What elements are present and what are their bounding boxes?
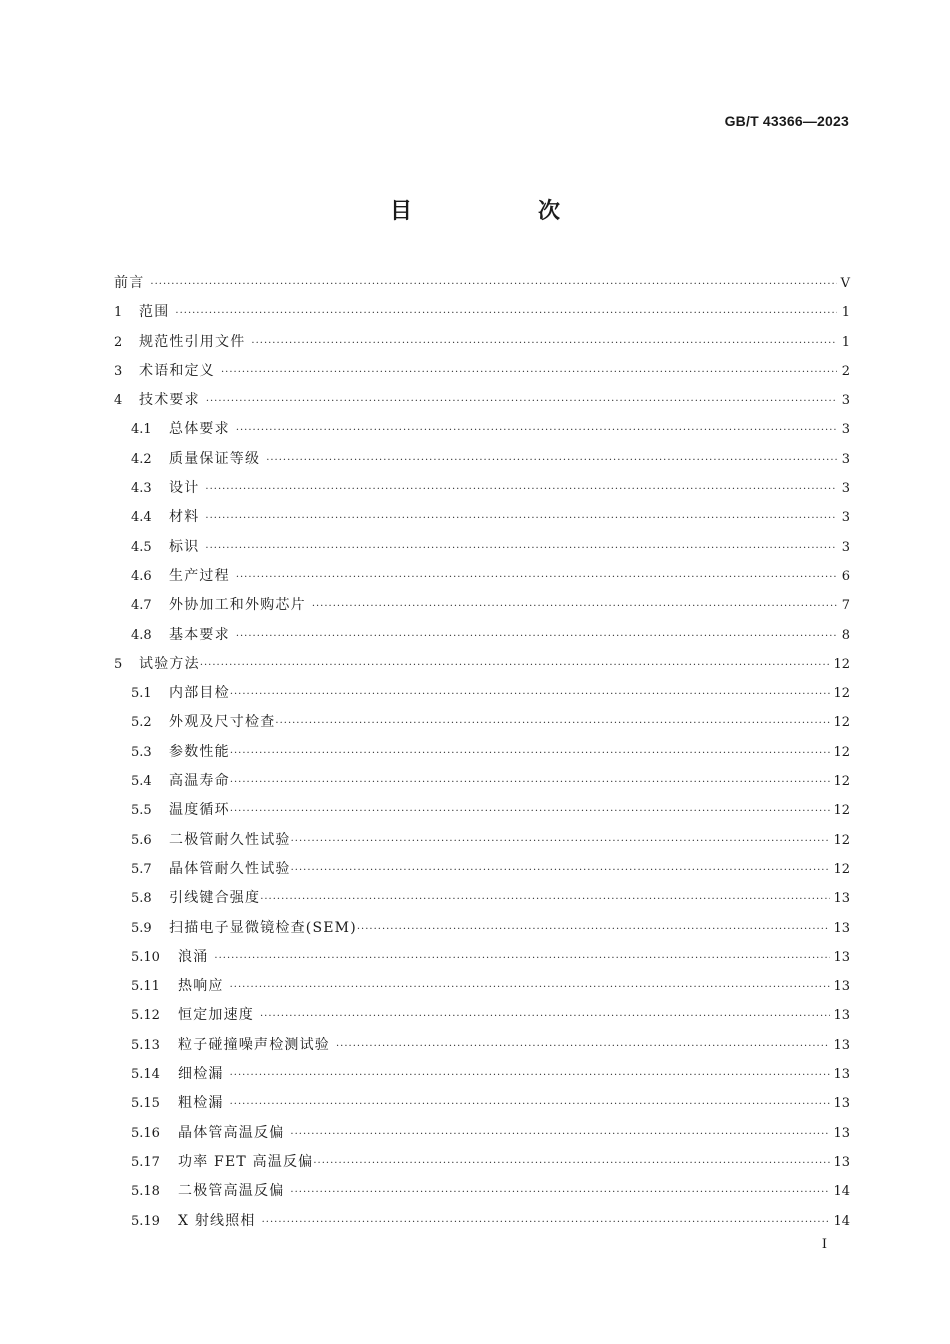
toc-entry-page: 3 [841,510,850,526]
toc-entry-number: 5.6 [131,832,152,848]
toc-entry-label: 晶体管耐久性试验 [169,860,291,877]
toc-entry[interactable] [114,591,850,620]
toc-entry-number: 5.5 [131,803,152,819]
toc-entry[interactable] [114,621,850,650]
dot-leader [291,856,831,885]
toc-entry[interactable] [114,708,850,737]
toc-entry-page: 13 [833,891,850,907]
toc-entry-number: 3 [114,363,123,379]
toc-entry[interactable] [114,972,850,1001]
dot-leader [150,270,837,299]
dot-leader [221,358,837,387]
toc-entry-page: 12 [833,686,850,702]
toc-entry-label: 粗检漏 [178,1095,224,1112]
toc-entry-number: 5.11 [131,979,160,995]
toc-entry-label: 扫描电子显微镜检查(SEM) [169,919,357,936]
dot-leader [205,475,837,504]
dot-leader [262,1208,831,1237]
toc-entry-page: 12 [833,832,850,848]
toc-entry-label: 晶体管高温反偏 [178,1124,285,1141]
dot-leader [312,592,837,621]
toc-entry-number: 5.16 [131,1125,160,1141]
toc-entry-label: 外协加工和外购芯片 [169,597,306,614]
toc-entry-number: 5.3 [131,744,152,760]
toc-entry[interactable] [114,415,850,444]
toc-entry-page: 13 [833,1096,850,1112]
toc-entry-page: 3 [841,451,850,467]
toc-entry[interactable] [114,328,850,357]
toc-entry[interactable] [114,474,850,503]
toc-entry-number: 5.8 [131,891,152,907]
toc-entry[interactable] [114,1060,850,1089]
toc-entry-number: 4.5 [131,539,152,555]
toc-entry[interactable] [114,738,850,767]
toc-entry-label: 二极管耐久性试验 [169,831,291,848]
toc-entry-label: 外观及尺寸检查 [169,714,276,731]
toc-entry-page: 13 [833,1037,850,1053]
toc-entry-page: 13 [833,979,850,995]
toc-entry[interactable] [114,1207,850,1236]
toc-entry-page: 3 [841,481,850,497]
toc-entry-page: 13 [833,949,850,965]
toc-entry-label: 范围 [139,304,170,321]
toc-entry-label: 质量保证等级 [169,450,261,467]
dot-leader [251,329,837,358]
dot-leader [206,387,837,416]
toc-entry-number: 5.9 [131,920,152,936]
toc-entry-number: 5.4 [131,774,152,790]
toc-entry-label: 试验方法 [139,655,200,672]
dot-leader [266,446,837,475]
toc-entry[interactable] [114,386,850,415]
toc-entry-number: 5.12 [131,1008,160,1024]
toc-entry[interactable] [114,679,850,708]
toc-entry-label: X 射线照相 [178,1212,256,1229]
dot-leader [291,827,831,856]
toc-entry-page: 12 [833,774,850,790]
toc-entry-label: 基本要求 [169,626,230,643]
toc-entry-number: 4.4 [131,510,152,526]
toc-entry[interactable] [114,1031,850,1060]
toc-entry-label: 标识 [169,538,200,555]
toc-entry[interactable] [114,562,850,591]
toc-entry-page: 1 [841,334,850,350]
page-title: 目 次 [389,199,612,224]
toc-entry-number: 4.2 [131,451,152,467]
toc-entry-page: 13 [833,1008,850,1024]
toc-entry-label: 术语和定义 [139,362,215,379]
dot-leader [236,622,837,651]
toc-entry-label: 设计 [169,480,200,497]
toc-entry-label: 材料 [169,509,200,526]
toc-entry[interactable] [114,503,850,532]
dot-leader [290,1178,830,1207]
toc-entry-label: 引线键合强度 [169,890,261,907]
toc-entry-page: 14 [833,1213,850,1229]
toc-entry[interactable] [114,855,850,884]
toc-entry-number: 5.13 [131,1037,160,1053]
dot-leader [200,651,831,680]
toc-entry-number: 5.10 [131,949,160,965]
toc-entry-number: 5.17 [131,1154,160,1170]
toc-entry-label: 总体要求 [169,421,230,438]
toc-entry[interactable] [114,1177,850,1206]
toc-entry-page: 3 [841,422,850,438]
dot-leader [175,299,837,328]
toc-entry-page: 8 [841,627,850,643]
toc-entry-number: 5.2 [131,715,152,731]
toc-entry[interactable] [114,298,850,327]
dot-leader [205,534,837,563]
toc-entry-label: 规范性引用文件 [139,333,246,350]
toc-entry[interactable] [114,943,850,972]
toc-entry[interactable] [114,1119,850,1148]
toc-entry-page: 6 [841,568,850,584]
toc-entry[interactable] [114,357,850,386]
toc-entry[interactable] [114,445,850,474]
dot-leader [230,768,831,797]
toc-entry-label: 内部目检 [169,685,230,702]
toc-entry-page: 7 [841,598,850,614]
toc-entry-number: 5.1 [131,686,152,702]
toc-entry[interactable] [114,796,850,825]
toc-entry-label: 粒子碰撞噪声检测试验 [178,1036,330,1053]
dot-leader [260,885,830,914]
table-of-contents [114,269,850,1236]
toc-entry-number: 5.7 [131,861,152,877]
dot-leader [230,797,831,826]
dot-leader [230,973,831,1002]
toc-entry-label: 高温寿命 [169,773,230,790]
dot-leader [275,709,830,738]
dot-leader [357,915,831,944]
dot-leader [236,416,837,445]
toc-entry-page: 13 [833,1125,850,1141]
toc-entry-page: 13 [833,1067,850,1083]
dot-leader [336,1032,830,1061]
toc-entry-page: 12 [833,803,850,819]
toc-entry-number: 5.18 [131,1184,160,1200]
toc-entry[interactable] [114,826,850,855]
toc-entry[interactable] [114,884,850,913]
toc-entry-number: 5.14 [131,1067,160,1083]
toc-entry-page: V [840,276,850,291]
toc-entry-page: 12 [833,861,850,877]
toc-entry-label: 生产过程 [169,567,230,584]
toc-entry-number: 4.3 [131,481,152,497]
toc-entry-page: 13 [833,920,850,936]
toc-entry-page: 13 [833,1154,850,1170]
dot-leader [313,1149,830,1178]
toc-entry-page: 12 [833,656,850,672]
toc-entry-page: 12 [833,744,850,760]
toc-entry-page: 12 [833,715,850,731]
toc-entry-page: 3 [841,393,850,409]
toc-entry-number: 4.7 [131,598,152,614]
toc-entry-number: 5 [114,656,123,672]
toc-entry[interactable] [114,767,850,796]
toc-entry-label: 参数性能 [169,743,230,760]
standard-code: GB/T 43366—2023 [724,113,849,129]
toc-entry-label: 温度循环 [169,802,230,819]
dot-leader [230,1061,831,1090]
toc-entry-page: 3 [841,539,850,555]
toc-entry[interactable] [114,914,850,943]
toc-entry[interactable] [114,1001,850,1030]
toc-entry-label: 二极管高温反偏 [178,1183,285,1200]
toc-entry[interactable] [114,1089,850,1118]
dot-leader [214,944,830,973]
dot-leader [230,680,831,709]
toc-entry-number: 1 [114,305,123,321]
toc-entry-number: 4.6 [131,568,152,584]
toc-entry-number: 5.19 [131,1213,160,1229]
toc-entry-page: 2 [841,363,850,379]
toc-entry-label: 前言 [114,275,145,291]
dot-leader [205,504,837,533]
toc-entry-label: 热响应 [178,978,224,995]
toc-entry-label: 技术要求 [139,392,200,409]
toc-entry[interactable] [114,533,850,562]
page-number: I [821,1237,827,1252]
toc-entry-number: 4.8 [131,627,152,643]
toc-entry[interactable] [114,650,850,679]
toc-entry-label: 恒定加速度 [178,1007,254,1024]
dot-leader [260,1002,830,1031]
toc-entry-page: 1 [841,305,850,321]
toc-entry-label: 功率 FET 高温反偏 [178,1153,314,1170]
toc-entry-number: 4 [114,393,123,409]
toc-entry[interactable] [114,269,850,298]
toc-entry-number: 2 [114,334,123,350]
dot-leader [290,1120,830,1149]
dot-leader [236,563,837,592]
toc-entry[interactable] [114,1148,850,1177]
dot-leader [230,739,831,768]
toc-entry-label: 细检漏 [178,1066,224,1083]
toc-entry-page: 14 [833,1184,850,1200]
toc-entry-number: 4.1 [131,422,152,438]
dot-leader [230,1090,831,1119]
toc-entry-number: 5.15 [131,1096,160,1112]
toc-entry-label: 浪涌 [178,948,209,965]
